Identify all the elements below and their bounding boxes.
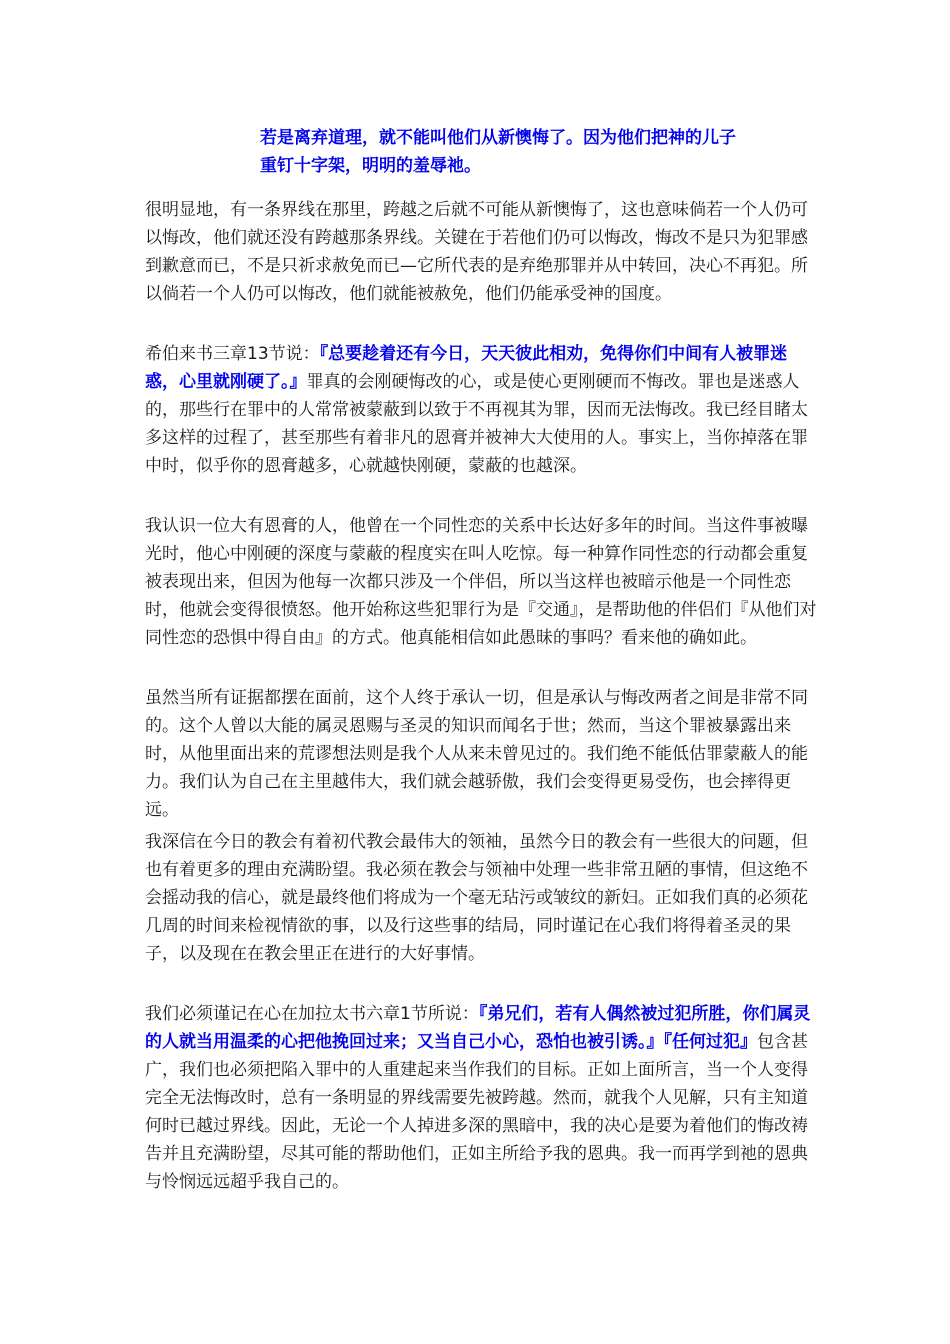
hebrews-intro: 希伯来书三章13节说： (145, 344, 320, 364)
paragraph-boundary-line: 很明显地，有一条界线在那里，跨越之后就不可能从新懊悔了，这也意味倘若一个人仍可以悔改，他们就还没有跨越那条界线。关键在于若他们仍可以悔改，悔改不是只为犯罪感到歉意而已，不是只祈求赦免而已—它所代表的是弃绝那罪并从中转回，决心不再犯。所以倘若一个人仍可以悔改，他们就能被赦免，他们仍能承受神的国度。 (145, 200, 808, 304)
paragraph-church-leaders: 我深信在今日的教会有着初代教会最伟大的领袖，虽然今日的教会有一些很大的问题，但也有着更多的理由充满盼望。我必须在教会与领袖中处理一些非常丑陋的事情，但这绝不会摇动我的信心，就是最终他们将成为一个毫无玷污或皱纹的新妇。正如我们真的必须花几周的时间来检视情欲的事，以及行这些事的结局，同时谨记在心我们将得着圣灵的果子，以及现在在教会里正在进行的大好事情。 (145, 832, 808, 964)
paragraph-hebrews (145, 340, 817, 480)
galatians-rest: 包含甚广，我们也必须把陷入罪中的人重建起来当作我们的目标。正如上面所言，当一个人变得完全无法悔改时，总有一条明显的界线需要先被跨越。然而，就我个人见解，只有主知道何时已越过界线。因此，无论一个人掉进多深的黑暗中，我的决心是要为着他们的悔改祷告并且充满盼望，尽其可能的帮助他们，正如主所给予我的恩典。我一而再学到祂的恩典与怜悯远远超乎我自己的。 (145, 1032, 808, 1192)
paragraph-anointed-man: 我认识一位大有恩膏的人，他曾在一个同性恋的关系中长达好多年的时间。当这件事被曝光时，他心中刚硬的深度与蒙蔽的程度实在叫人吃惊。每一种算作同性恋的行动都会重复被表现出来，但因为他每一次都只涉及一个伴侣，所以当这样也被暗示他是一个同性恋时，他就会变得很愤怒。他开始称这些犯罪行为是『交通』，是帮助他的伴侣们『从他们对同性恋的恐惧中得自由』的方式。他真能相信如此愚昧的事吗？看来他的确如此。 (145, 516, 817, 648)
paragraph-galatians (145, 1000, 817, 1196)
paragraph-confession: 虽然当所有证据都摆在面前，这个人终于承认一切，但是承认与悔改两者之间是非常不同的。这个人曾以大能的属灵恩赐与圣灵的知识而闻名于世；然而，当这个罪被暴露出来时，从他里面出来的荒谬想法则是我个人从来未曾见过的。我们绝不能低估罪蒙蔽人的能力。我们认为自己在主里越伟大，我们就会越骄傲，我们会变得更易受伤，也会摔得更远。 (145, 688, 808, 820)
hebrews-rest: 罪真的会刚硬悔改的心，或是使心更刚硬而不悔改。罪也是迷惑人的，那些行在罪中的人常常被蒙蔽到以致于不再视其为罪，因而无法悔改。我已经目睹太多这样的过程了，甚至那些有着非凡的恩膏并被神大大使用的人。事实上，当你掉落在罪中时，似乎你的恩膏越多，心就越快刚硬，蒙蔽的也越深。 (145, 372, 808, 476)
galatians-quote: 『弟兄们，若有人偶然被过犯所胜，你们属灵的人就当用温柔的心把他挽回过来；又当自己小心，恐怕也被引诱。』 (145, 1004, 811, 1052)
galatians-intro: 我们必须谨记在心在加拉太书六章1节所说： (145, 1004, 479, 1024)
quote-line-1: 若是离弃道理，就不能叫他们从新懊悔了。因为他们把神的儿子 (260, 128, 736, 148)
scripture-quote-block (260, 124, 820, 180)
any-trespass-quote: 『任何过犯』 (663, 1032, 757, 1052)
quote-line-2: 重钉十字架，明明的羞辱祂。 (260, 156, 481, 176)
hebrews-quote: 『总要趁着还有今日，天天彼此相劝，免得你们中间有人被罪迷惑，心里就刚硬了。』 (145, 344, 788, 392)
